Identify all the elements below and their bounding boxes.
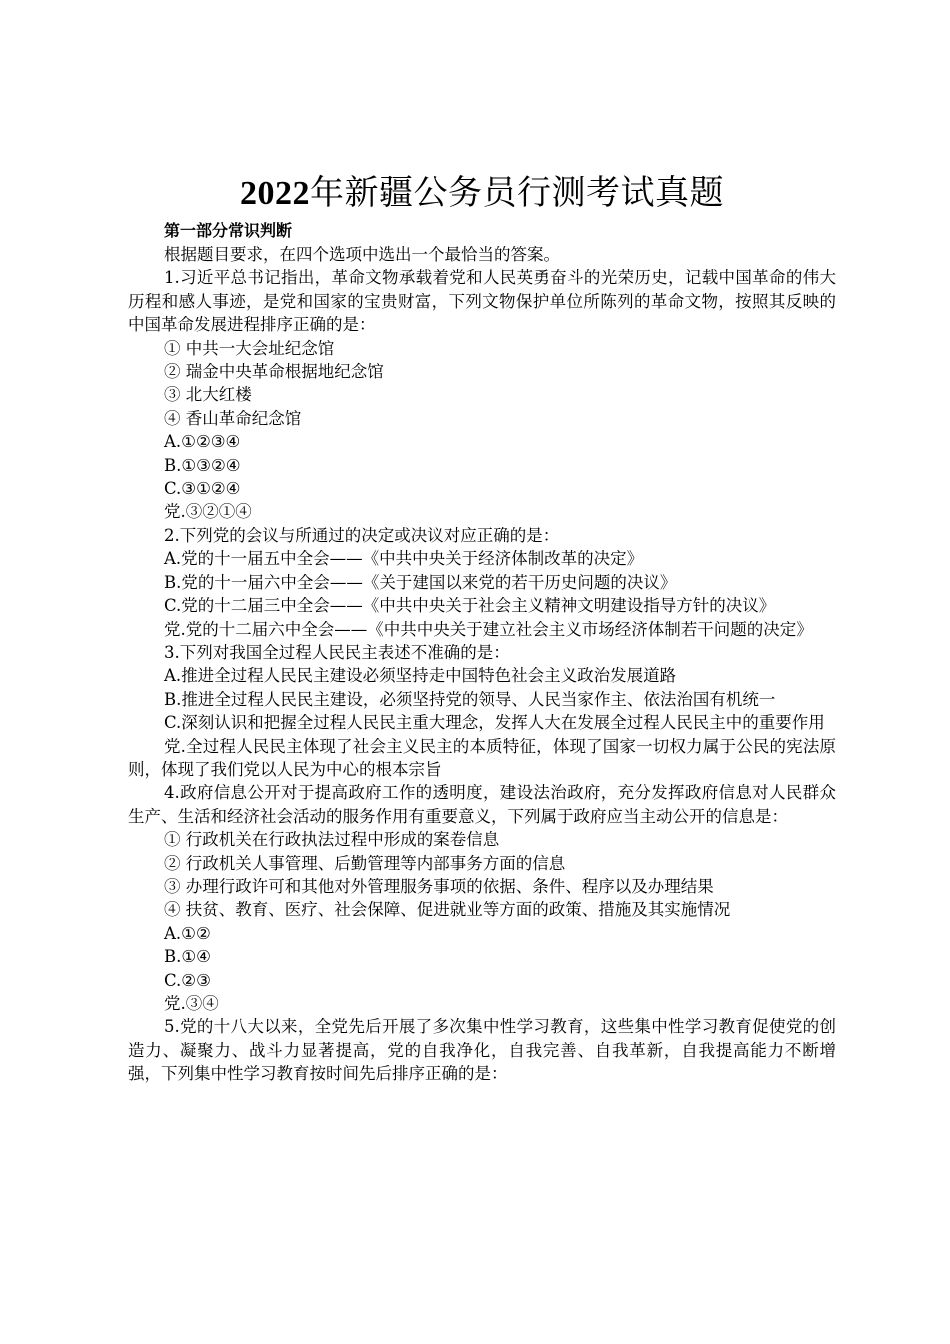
- question-2-option: C.党的十二届三中全会——《中共中央关于社会主义精神文明建设指导方针的决议》: [164, 596, 776, 616]
- question-2-option: B.党的十一届六中全会——《关于建国以来党的若干历史问题的决议》: [164, 572, 677, 592]
- question-4-item: ③ 办理行政许可和其他对外管理服务事项的依据、条件、程序以及办理结果: [164, 876, 714, 896]
- question-4-option: 党.③④: [164, 994, 219, 1013]
- document-page: [128, 170, 836, 1086]
- question-1-option: 党.③②①④: [164, 502, 252, 522]
- question-4-option: C.②③: [164, 970, 211, 990]
- question-3-option: A.推进全过程人民民主建设必须坚持走中国特色社会主义政治发展道路: [164, 666, 677, 686]
- section-title: 第一部分常识判断: [164, 221, 293, 240]
- question-1-item: ③ 北大红楼: [164, 385, 252, 405]
- question-4-item: ① 行政机关在行政执法过程中形成的案卷信息: [164, 830, 500, 850]
- document-title: [128, 170, 836, 217]
- instruction: 根据题目要求，在四个选项中选出一个最恰当的答案。: [164, 245, 560, 264]
- question-1-item: ① 中共一大会址纪念馆: [164, 338, 335, 358]
- question-2-stem: 2.下列党的会议与所通过的决定或决议对应正确的是：: [164, 525, 560, 545]
- question-4-item: ④ 扶贫、教育、医疗、社会保障、促进就业等方面的政策、措施及其实施情况: [164, 900, 731, 920]
- question-4-item: ② 行政机关人事管理、后勤管理等内部事务方面的信息: [164, 853, 566, 873]
- question-4-option: B.①④: [164, 947, 211, 967]
- question-1-stem: 1.习近平总书记指出，革命文物承载着党和人民英勇奋斗的光荣历史，记载中国革命的伟大历程和感人事迹，是党和国家的宝贵财富，下列文物保护单位所陈列的革命文物，按照其反映的中国革命发展进程排序正确的是：: [128, 268, 836, 335]
- question-1-option: C.③①②④: [164, 479, 241, 499]
- question-3-option: 党.全过程人民民主体现了社会主义民主的本质特征，体现了国家一切权力属于公民的宪法原则，体现了我们党以人民为中心的根本宗旨: [128, 736, 836, 779]
- title-text: 年新疆公务员行测考试真题: [310, 173, 724, 213]
- question-4-stem: 4.政府信息公开对于提高政府工作的透明度，建设法治政府，充分发挥政府信息对人民群众生产、生活和经济社会活动的服务作用有重要意义，下列属于政府应当主动公开的信息是：: [128, 783, 836, 826]
- question-2-option: 党.党的十二届六中全会——《中共中央关于建立社会主义市场经济体制若干问题的决定》: [164, 619, 813, 639]
- question-2-option: A.党的十一届五中全会——《中共中央关于经济体制改革的决定》: [164, 549, 644, 569]
- question-3-option: B.推进全过程人民民主建设，必须坚持党的领导、人民当家作主、依法治国有机统一: [164, 689, 776, 709]
- title-year: 2022: [240, 175, 310, 212]
- question-5-stem: 5.党的十八大以来，全党先后开展了多次集中性学习教育，这些集中性学习教育促使党的创造力、凝聚力、战斗力显著提高，党的自我净化，自我完善、自我革新，自我提高能力不断增强，下列集中性学习教育按时间先后排序正确的是：: [128, 1017, 836, 1084]
- question-4-option: A.①②: [164, 923, 211, 943]
- question-1-item: ④ 香山革命纪念馆: [164, 408, 302, 428]
- question-1-option: B.①③②④: [164, 455, 241, 475]
- question-1-item: ② 瑞金中央革命根据地纪念馆: [164, 362, 384, 382]
- question-3-option: C.深刻认识和把握全过程人民民主重大理念，发挥人大在发展全过程人民民主中的重要作用: [164, 713, 825, 733]
- question-3-stem: 3.下列对我国全过程人民民主表述不准确的是：: [164, 642, 510, 662]
- question-1-option: A.①②③④: [164, 432, 241, 452]
